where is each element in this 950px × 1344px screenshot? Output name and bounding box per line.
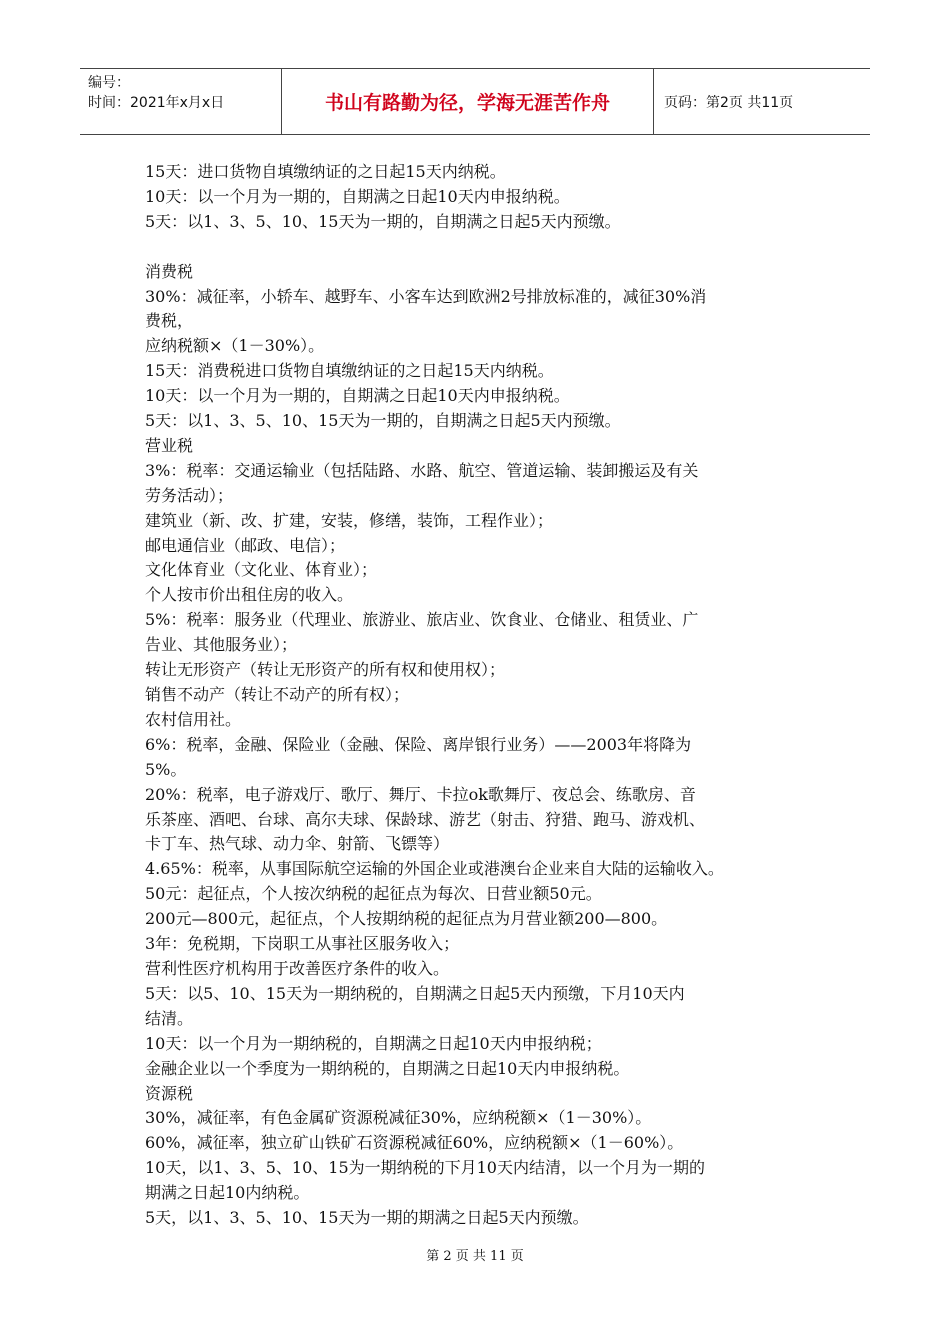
text-line: 30%，减征率，有色金属矿资源税减征30%，应纳税额×（1－30%）。 bbox=[145, 1108, 652, 1128]
text-line: 3%：税率：交通运输业（包括陆路、水路、航空、管道运输、装卸搬运及有关 bbox=[145, 460, 699, 480]
text-line: 消费税 bbox=[145, 261, 194, 281]
text-line: 销售不动产（转让不动产的所有权）； bbox=[145, 685, 410, 705]
text-line: 50元：起征点，个人按次纳税的起征点为每次、日营业额50元。 bbox=[145, 884, 602, 904]
text-line: 转让无形资产（转让无形资产的所有权和使用权）； bbox=[145, 660, 506, 680]
text-line: 10天：以一个月为一期的，自期满之日起10天内申报纳税。 bbox=[145, 186, 570, 206]
text-line: 应纳税额×（1－30%）。 bbox=[145, 336, 325, 356]
text-line: 建筑业（新、改、扩建，安装，修缮，装饰，工程作业）； bbox=[145, 510, 554, 530]
text-line: 营业税 bbox=[145, 435, 194, 455]
text-line: 邮电通信业（邮政、电信）； bbox=[145, 535, 346, 555]
text-line: 乐茶座、酒吧、台球、高尔夫球、保龄球、游艺（射击、狩猎、跑马、游戏机、 bbox=[145, 809, 706, 829]
text-line: 5天：以5、10、15天为一期纳税的，自期满之日起5天内预缴，下月10天内 bbox=[145, 983, 685, 1003]
text-line: 6%：税率，金融、保险业（金融、保险、离岸银行业务）——2003年将降为 bbox=[145, 734, 692, 754]
page-footer: 第 2 页 共 11 页 bbox=[426, 1249, 524, 1264]
text-line: 200元—800元，起征点，个人按期纳税的起征点为月营业额200—800。 bbox=[145, 909, 668, 929]
text-line: 卡丁车、热气球、动力伞、射箭、飞镖等） bbox=[145, 834, 450, 854]
text-line: 文化体育业（文化业、体育业）； bbox=[145, 560, 378, 580]
header-motto: 书山有路勤为径，学海无涯苦作舟 bbox=[282, 69, 654, 134]
blank-line bbox=[145, 235, 825, 260]
text-line: 个人按市价出租住房的收入。 bbox=[145, 585, 354, 605]
document-body bbox=[145, 160, 825, 1231]
text-line: 3年：免税期，下岗职工从事社区服务收入； bbox=[145, 934, 460, 954]
page-header bbox=[80, 68, 870, 135]
text-line: 5天：以1、3、5、10、15天为一期的，自期满之日起5天内预缴。 bbox=[145, 211, 621, 231]
text-line: 10天：以一个月为一期的，自期满之日起10天内申报纳税。 bbox=[145, 386, 570, 406]
document-number-label: 编号： bbox=[88, 75, 130, 91]
text-line: 告业、其他服务业）； bbox=[145, 635, 298, 655]
text-line: 营利性医疗机构用于改善医疗条件的收入。 bbox=[145, 958, 450, 978]
text-line: 结清。 bbox=[145, 1008, 194, 1028]
text-line: 5天，以1、3、5、10、15天为一期的期满之日起5天内预缴。 bbox=[145, 1208, 589, 1228]
text-line: 30%：减征率，小轿车、越野车、小客车达到欧洲2号排放标准的，减征30%消 bbox=[145, 286, 707, 306]
text-line: 10天：以一个月为一期纳税的，自期满之日起10天内申报纳税； bbox=[145, 1033, 602, 1053]
text-line: 60%，减征率，独立矿山铁矿石资源税减征60%，应纳税额×（1－60%）。 bbox=[145, 1133, 684, 1153]
text-line: 5%：税率：服务业（代理业、旅游业、旅店业、饮食业、仓储业、租赁业、广 bbox=[145, 610, 699, 630]
text-line: 20%：税率，电子游戏厅、歌厅、舞厅、卡拉ok歌舞厅、夜总会、练歌房、音 bbox=[145, 784, 696, 804]
text-line: 金融企业以一个季度为一期纳税的，自期满之日起10天内申报纳税。 bbox=[145, 1058, 630, 1078]
text-line: 5%。 bbox=[145, 759, 187, 779]
header-page-info: 页码：第2页 共11页 bbox=[664, 94, 794, 111]
text-line: 期满之日起10内纳税。 bbox=[145, 1183, 310, 1203]
header-meta bbox=[80, 69, 282, 134]
text-line: 5天：以1、3、5、10、15天为一期的，自期满之日起5天内预缴。 bbox=[145, 411, 621, 431]
text-line: 4.65%：税率，从事国际航空运输的外国企业或港澳台企业来自大陆的运输收入。 bbox=[145, 859, 724, 879]
text-line: 15天：消费税进口货物自填缴纳证的之日起15天内纳税。 bbox=[145, 361, 554, 381]
text-line: 10天，以1、3、5、10、15为一期纳税的下月10天内结清，以一个月为一期的 bbox=[145, 1158, 705, 1178]
text-line: 劳务活动）； bbox=[145, 485, 234, 505]
text-line: 费税， bbox=[145, 311, 194, 331]
text-line: 资源税 bbox=[145, 1083, 194, 1103]
text-line: 农村信用社。 bbox=[145, 709, 242, 729]
document-time-label: 时间：2021年x月x日 bbox=[88, 95, 225, 111]
text-line: 15天：进口货物自填缴纳证的之日起15天内纳税。 bbox=[145, 162, 506, 181]
